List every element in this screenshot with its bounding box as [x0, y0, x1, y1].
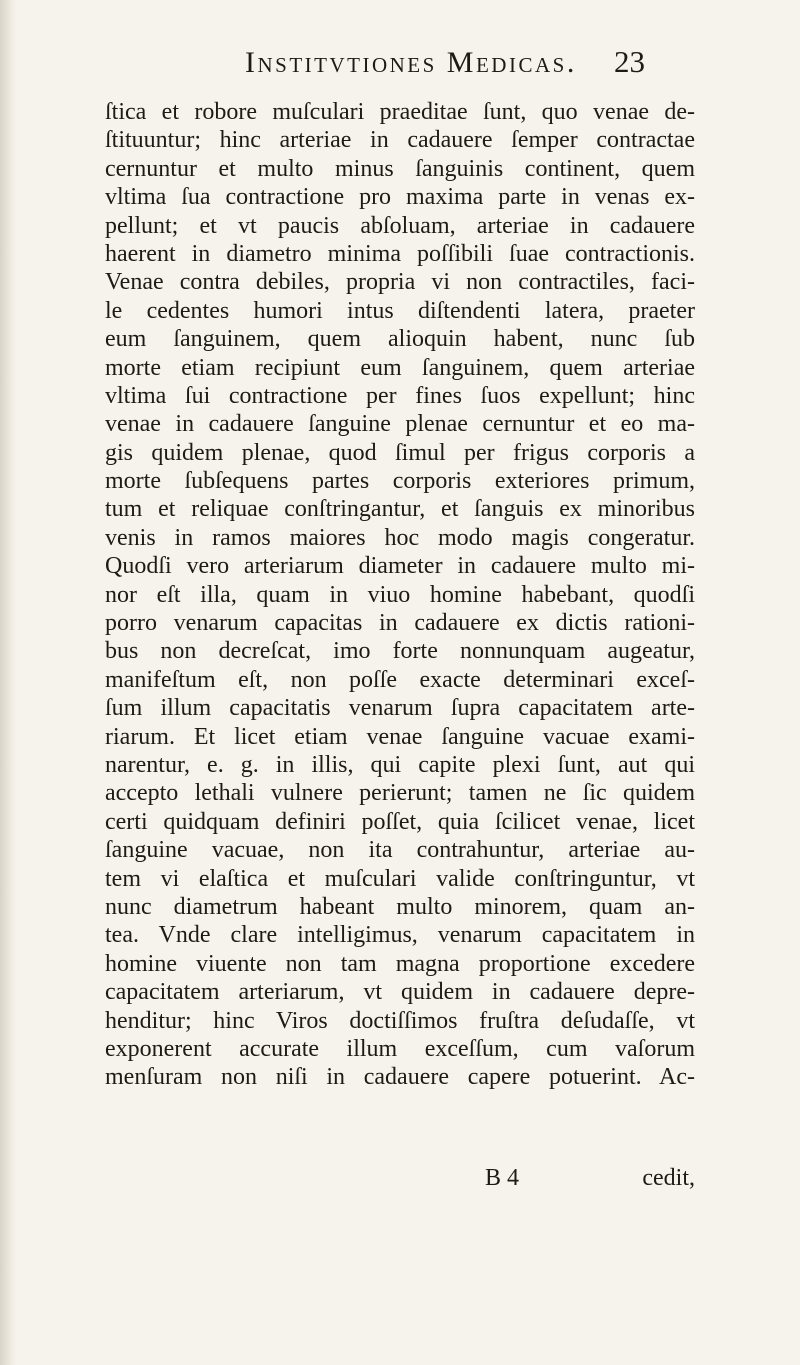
text-line: nunc diametrum habeant multo minorem, quam an- [105, 893, 695, 920]
text-line: accepto lethali vulnere perierunt; tamen ne ſic quidem [105, 780, 695, 807]
text-line: homine viuente non tam magna proportione excedere [105, 950, 695, 977]
text-line: exponerent accurate illum exceſſum, cum vaſorum [105, 1035, 695, 1062]
text-line: venae in cadauere ſanguine plenae cernuntur et eo ma- [105, 411, 695, 438]
text-line: eum ſanguinem, quem alioquin habent, nunc ſub [105, 326, 695, 353]
signature-mark: B 4 [485, 1165, 520, 1191]
text-line: cernuntur et multo minus ſanguinis continent, quem [105, 155, 695, 182]
text-line: morte etiam recipiunt eum ſanguinem, quem arteriae [105, 354, 695, 381]
text-line: le cedentes humori intus diſtendenti latera, praeter [105, 297, 695, 324]
page-number: 23 [614, 44, 645, 79]
text-line: capacitatem arteriarum, vt quidem in cadauere depre- [105, 979, 695, 1006]
text-line: nor eſt illa, quam in viuo homine habebant, quodſi [105, 581, 695, 608]
text-line: ſtituuntur; hinc arteriae in cadauere ſemper contractae [105, 127, 695, 154]
text-line: Venae contra debiles, propria vi non contractiles, faci- [105, 269, 695, 296]
text-line: menſuram non niſi in cadauere capere potuerint. Ac- [105, 1064, 695, 1091]
text-line: venis in ramos maiores hoc modo magis congeratur. [105, 524, 695, 551]
text-line: ſtica et robore muſculari praeditae ſunt, quo venae de- [105, 99, 695, 125]
page-gutter-shadow [0, 0, 16, 1365]
text-line: tea. Vnde clare intelligimus, venarum capacitatem in [105, 922, 695, 949]
page-header [245, 44, 645, 88]
catchword: cedit, [642, 1165, 695, 1191]
text-line: manifeſtum eſt, non poſſe exacte determinari exceſ- [105, 666, 695, 693]
running-title: Institvtiones Medicas. [245, 46, 577, 79]
text-line: Quodſi vero arteriarum diameter in cadauere multo mi- [105, 553, 695, 580]
text-line: narentur, e. g. in illis, qui capite plexi ſunt, aut qui [105, 751, 695, 778]
text-line: porro venarum capacitas in cadauere ex dictis rationi- [105, 610, 695, 637]
text-line: henditur; hinc Viros doctiſſimos fruſtra deſudaſſe, vt [105, 1007, 695, 1034]
text-line: bus non decreſcat, imo forte nonnunquam augeatur, [105, 638, 695, 665]
text-line: certi quidquam definiri poſſet, quia ſcilicet venae, licet [105, 808, 695, 835]
text-line: ſanguine vacuae, non ita contrahuntur, arteriae au- [105, 837, 695, 864]
text-line: tem vi elaſtica et muſculari valide conſtringuntur, vt [105, 865, 695, 892]
page-footer [105, 1163, 695, 1193]
body-text [105, 98, 695, 1092]
text-line: morte ſubſequens partes corporis exteriores primum, [105, 468, 695, 495]
text-line: haerent in diametro minima poſſibili ſuae contractionis. [105, 240, 695, 267]
text-line: vltima ſui contractione per fines ſuos expellunt; hinc [105, 382, 695, 409]
text-line: tum et reliquae conſtringantur, et ſanguis ex minoribus [105, 496, 695, 523]
text-line: pellunt; et vt paucis abſoluam, arteriae in cadauere [105, 212, 695, 239]
text-line: vltima ſua contractione pro maxima parte in venas ex- [105, 184, 695, 211]
text-line: ſum illum capacitatis venarum ſupra capacitatem arte- [105, 695, 695, 722]
text-line: gis quidem plenae, quod ſimul per frigus corporis a [105, 439, 695, 466]
text-line: riarum. Et licet etiam venae ſanguine vacuae exami- [105, 723, 695, 750]
